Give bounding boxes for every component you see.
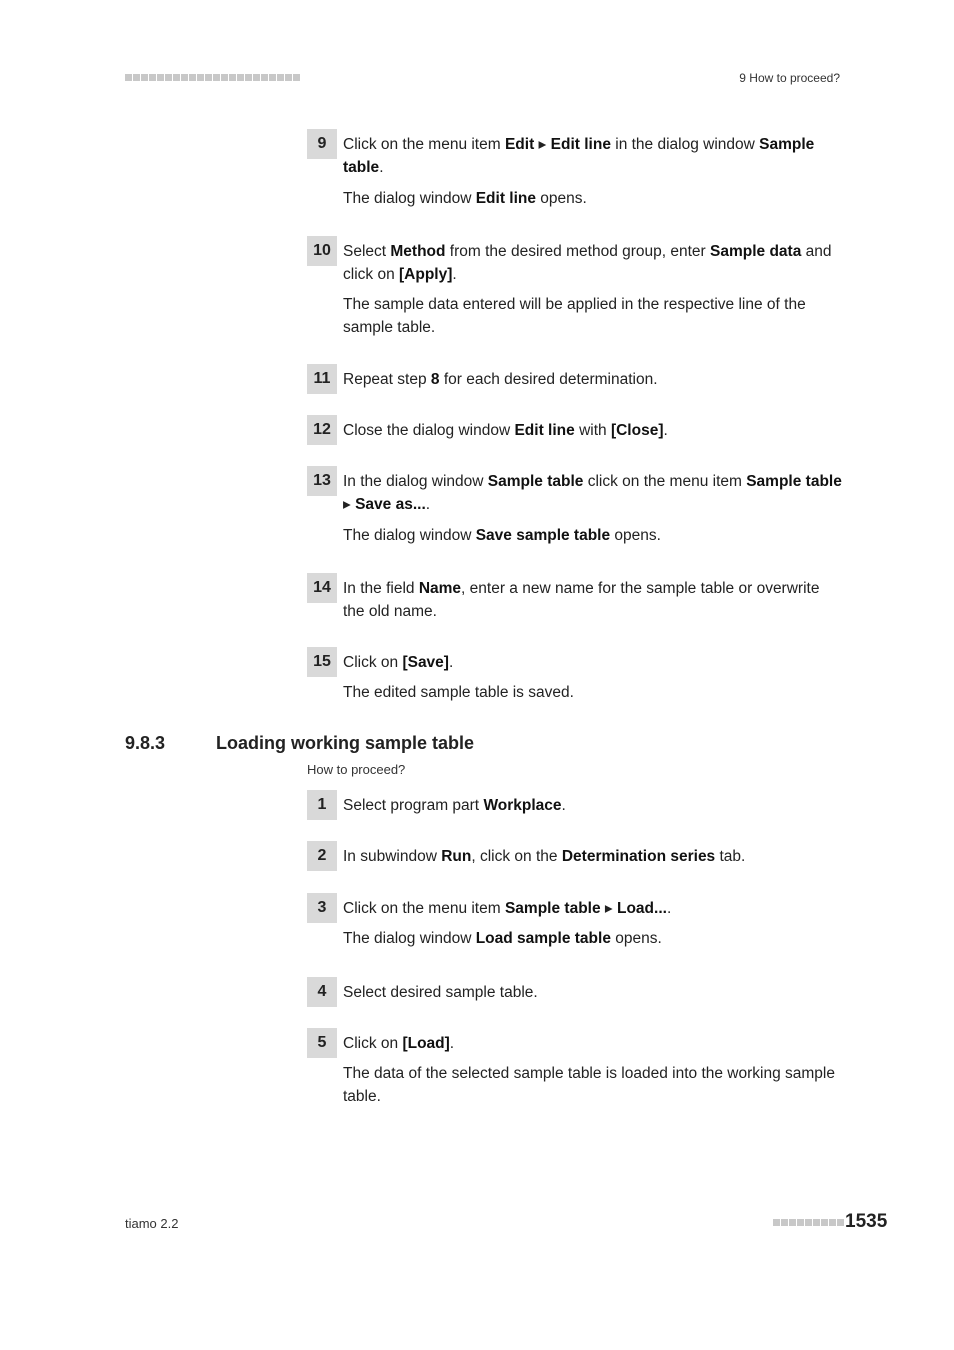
step-text: Click on [Load]. [343, 1035, 455, 1052]
step-number: 13 [307, 466, 337, 496]
step-number: 5 [307, 1028, 337, 1058]
step-result: The dialog window Load sample table opens. [343, 930, 662, 947]
step-number: 9 [307, 129, 337, 159]
footer-decoration [773, 1219, 844, 1226]
step-number: 11 [307, 364, 337, 394]
step-number: 15 [307, 647, 337, 677]
header-decoration [125, 74, 300, 82]
step-result: The sample data entered will be applied in the respective line of the sample table. [343, 296, 806, 336]
step-text: Select desired sample table. [343, 984, 538, 1001]
step-number: 10 [307, 236, 337, 266]
step-text: Click on [Save]. [343, 654, 454, 671]
step-result: The data of the selected sample table is loaded into the working sample table. [343, 1065, 835, 1105]
running-head: 9 How to proceed? [739, 71, 840, 85]
step-text: Close the dialog window Edit line with [Close]. [343, 422, 668, 439]
step-text: Click on the menu item Sample table ▸ Load.... [343, 900, 672, 917]
step-text: In subwindow Run, click on the Determination series tab. [343, 848, 746, 865]
section-number: 9.8.3 [125, 733, 166, 753]
step-number: 12 [307, 415, 337, 445]
step-text: Select Method from the desired method group, enter Sample data and click on [Apply]. [343, 243, 832, 283]
step-text: In the dialog window Sample table click on the menu item Sample table ▸ Save as.... [343, 473, 842, 513]
step-text: Click on the menu item Edit ▸ Edit line in the dialog window Sample table. [343, 136, 815, 176]
step-number: 4 [307, 977, 337, 1007]
page-number: 1535 [845, 1211, 888, 1232]
step-text: Select program part Workplace. [343, 797, 566, 814]
step-text: In the field Name, enter a new name for the sample table or overwrite the old name. [343, 580, 820, 620]
section-title: Loading working sample table [216, 733, 475, 753]
step-result: The dialog window Save sample table opens. [343, 527, 661, 544]
step-number: 2 [307, 841, 337, 871]
step-result: The edited sample table is saved. [343, 684, 574, 701]
footer-product: tiamo 2.2 [125, 1216, 179, 1231]
how-to-proceed-label: How to proceed? [307, 762, 406, 777]
step-text: Repeat step 8 for each desired determination. [343, 371, 658, 388]
step-number: 3 [307, 893, 337, 923]
step-result: The dialog window Edit line opens. [343, 190, 587, 207]
step-number: 14 [307, 573, 337, 603]
step-number: 1 [307, 790, 337, 820]
